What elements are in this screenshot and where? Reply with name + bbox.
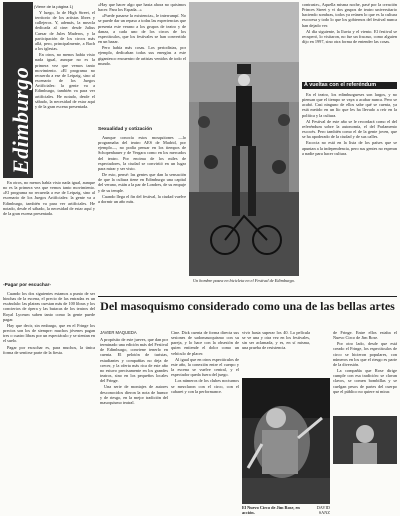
paragraph: Pagar por escuchar es, para muchos, la única forma de sentirse parte de la fiesta. <box>3 344 95 355</box>
paragraph: Pero había más cosas. Los periodistas, por ejemplo, dedicaban todas sus energías a este gigantesco encuentro de artistas venidos de todo el mundo. <box>98 45 186 66</box>
paragraph: Hay que decir, sin embargo, que en el Fringe los precios son los de siempre: muchos jóvenes pagan tres o cuatro libras por un espectáculo y se sientan en el suelo. <box>3 322 95 344</box>
byline: JAVIER MAQUEDA <box>100 330 137 335</box>
paragraph: «Puede pasarse la existencia», le interrumpí. No se puede dar un repaso a todas las experiencias que presenta este verano a los grupos de teatro y de danza, a cada uno de los circos de los espectáculos, que los festivales se han convertido en un bazar. <box>98 13 186 45</box>
paragraph: Los números de los clubes nocturnos se mezclaron con el circo, con el cabaret y con la performance. <box>171 378 239 394</box>
section-strip <box>3 2 33 178</box>
paragraph: La compañía que Rose dirige cumple con esa tradición: se clavan clavos, se comen bombillas y se cuelgan pesos de partes del cuerpo que el público no quiere ni mirar. <box>333 368 397 394</box>
bottom-column-2 <box>171 330 239 513</box>
paragraph: En el teatro, los edimburgueses son largos, y no piensan que el tiempo se vaya a acabar nunca. Pero se acabó. Casi ninguno de ellos sabe qué se cuenta, ya está metido en un lío que les ha llevado a reír en la política y la cultura. <box>302 92 397 118</box>
paragraph: Y luego, lo de High Street, el territorio de los artistas libres y callejeros. Y, además, la mezcla dedicada al cine: desde Julius Caesar de Jules Maderos, y la participación de los circos más allá, pero, principalmente, a Bach a los iglesias. <box>35 10 95 52</box>
column-2-intro <box>98 2 186 122</box>
paragraph: En otros, no menos había visto nada igual, aunque no es la primera vez que vemos tanto movimiento. «El programa no recuerda a ese de Leipzig, sino al escenario de los Juegos Artificiales: la gente va a Edimburgo, también va para ver artificiales. He notado, desde el sábado, la necesidad de estar aquí y de la gran escena presentada. <box>3 180 95 216</box>
column-1-continued <box>3 180 95 278</box>
subheading-pagar: -Pagar por escuchar- <box>3 283 51 288</box>
photo-circus-image <box>242 378 330 504</box>
paragraph: Aunque conocía estos mosquitones —lo programaba del teatro AES de Madrid, por ejemplo—, no podía pensar en los tiempos de Schopenhauer y de Vergara como en los mercados del teatro. Por encima de los miles de espectadores, la ciudad se convirtió en un lugar para mirar y ser visto. <box>98 135 186 171</box>
photo-cyclist-caption: Un hombre pasea en bicicleta en el Festival de Edimburgo. <box>192 278 296 283</box>
paragraph: De esto, pensé: las gentes que dan la sensación de que la cultura tiene en Edimburgo una capital del verano, están a la par de Londres, de su empuje y de su temple. <box>98 172 186 193</box>
column-1-second <box>3 280 95 512</box>
paragraph: Cuando llega el fin del festival, la ciudad vuelve a dormir un año más. <box>98 193 186 204</box>
bottom-column-3 <box>242 330 310 376</box>
paragraph: de Fringe. Entre ellos estaba el Nuevo Circo de Jim Rose. <box>333 330 397 341</box>
photo-circus-caption: El Nuevo Circo de Jim Rose, en acción. <box>242 505 300 515</box>
paragraph: Al Festival de este año se le recordará como el del referéndum sobre la autonomía, el del Parlamento escocés. Pero también como el de la gente joven, que se ha apoderado de la ciudad y de sus calles. <box>302 118 397 140</box>
photo-performer-image <box>333 416 397 464</box>
column-1-intro <box>35 10 95 170</box>
photo-cyclist <box>189 2 299 276</box>
photo-circus <box>242 378 330 504</box>
paragraph: Al día siguiente, la lluvia y el viento. El festival se recuperó, lo visitaron, no fue un fracaso, como alguien dijo en 1997, sino otra forma de entender las cosas. <box>302 28 397 45</box>
paragraph: contraste», Aquella misma noche, pasé por la creación Princes Street y vi dos grupos de teatro universitario haciendo sombras, todos ya reúnen lo que es la cultura escocesa y todo lo que los gobiernos del festival nunca han dejado ver. <box>302 2 397 28</box>
paragraph: Escocia no está en la lista de los países que se apuntan a la independencia, pero sus gentes no esperan a nadie para hacer cultura. <box>302 140 397 156</box>
paragraph: En otros, no menos había visto nada igual, aunque no es la primera vez que vemos tanto movimiento. «El programa no recuerda a ese de Leipzig, sino al escenario de los Juegos Artificiales: la gente va a Edimburgo, también va para ver artificiales. He notado, desde el sábado, la necesidad de estar aquí y de la gran escena presentada. <box>35 52 95 109</box>
paragraph: Al igual que en otros espectáculos de este año, la conexión entre el cuerpo y la escena se vuelve central, y el espectador queda fuera del juego. <box>171 356 239 378</box>
paragraph: Una serie de montajes de autores desconocidos dieron la nota de humor y de riesgo, en la mejor tradición del masoquismo teatral. <box>100 384 168 405</box>
column-3-second <box>302 92 397 290</box>
subheading-sexualidad: Sexualidad y cotización <box>98 127 153 132</box>
photo-performer <box>333 416 397 464</box>
column-2-teatro <box>98 124 186 296</box>
section-label: Edimburgo <box>8 66 33 174</box>
headline: Del masoquismo considerado como una de las bellas artes <box>100 299 395 313</box>
section-divider <box>98 296 397 297</box>
paragraph: A propósito de este jueves, que dan por terminado una edición más del Festival de Edimburgo, conviene tenerlo en cuenta. El pelotón de turistas, estudiantes y compañías no deja de crecer, y la oferta más rica de este año no estuvo precisamente en los grandes teatros, sino en los pequeños locales del Fringe. <box>100 337 168 384</box>
photo-circus-credit: DAVID SANZ <box>316 505 330 515</box>
bottom-column-1 <box>100 337 168 513</box>
paragraph: «Hay que hacer algo que hasta ahora no quisimos hacer. Para los Espada...» <box>98 2 186 13</box>
column-3-intro <box>302 2 397 80</box>
subheading-referendum: A vueltas con el referéndum <box>302 82 397 89</box>
paragraph: Cine. Dick cuenta de forma directa sus sesiones de sadomasoquismo con su pareja, y lo hace con la obsesión de quien entiende el dolor como un vehículo de placer. <box>171 330 239 356</box>
paragraph: Por otro lado, desde que está creado el Fringe, los espectáculos de circo se hicieron populares, con números en los que el riesgo es parte de la diversión. <box>333 341 397 367</box>
paragraph: vivir hasta superar los 40. La película se ve una y otra vez en los festivales, sin ser aclamada, y es, en sí misma, una prueba de resistencia. <box>242 330 310 351</box>
paragraph: Cuando los dos siguientes estamos a punto de ser hinchas de la escena, el precio de las entradas es un escándalo: las plateas cuestan más de 100 libras y los conciertos de ópera y las butacas de los teatros del Royal Lyceum suben tanto como la gente puede pagar. <box>3 291 95 322</box>
run-head: (Viene de la página 1) <box>34 4 74 9</box>
photo-cyclist-image <box>189 2 299 276</box>
